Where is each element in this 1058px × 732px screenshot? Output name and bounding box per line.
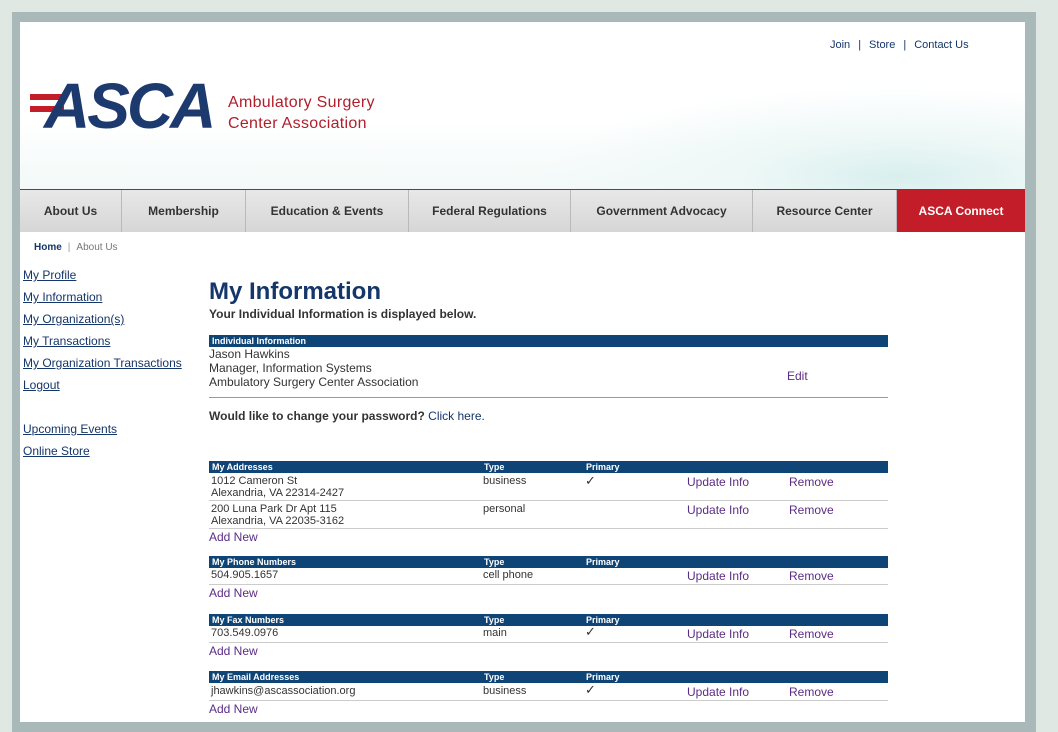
page-title: My Information [209, 278, 381, 305]
address-line1: 200 Luna Park Dr Apt 115 [211, 503, 337, 515]
sidebar-gap [23, 399, 182, 421]
store-link[interactable]: Store [869, 39, 896, 51]
update-info-link[interactable]: Update Info [687, 569, 750, 583]
page [20, 22, 1025, 722]
individual-info-title: Individual Information [212, 336, 306, 346]
member-name: Jason Hawkins [209, 347, 290, 361]
address-type: personal [483, 503, 526, 515]
emails-header [209, 671, 888, 683]
org-name-line1: Ambulatory Surgery [228, 94, 375, 111]
divider [209, 397, 888, 398]
site-header [20, 22, 1025, 191]
table-row [209, 626, 888, 643]
address-line1: 1012 Cameron St [211, 475, 298, 487]
logo-wordmark: ASCA [44, 76, 214, 132]
separator: | [858, 39, 862, 51]
add-new-address-link[interactable]: Add New [209, 530, 258, 544]
column-primary: Primary [586, 615, 620, 625]
sidebar-item-upcoming-events[interactable]: Upcoming Events [23, 422, 118, 436]
sidebar-item-my-organizations[interactable]: My Organization(s) [23, 312, 125, 326]
addresses-section [209, 461, 888, 544]
fax-type: main [483, 627, 507, 639]
nav-resource-center[interactable]: Resource Center [753, 190, 897, 232]
breadcrumb-home[interactable]: Home [34, 242, 62, 253]
change-password-link[interactable]: Click here. [428, 409, 485, 423]
main-content [209, 278, 889, 716]
addresses-header [209, 461, 888, 473]
phone-type: cell phone [483, 569, 534, 581]
sidebar-item-my-profile[interactable]: My Profile [23, 268, 77, 282]
main-nav [20, 190, 1025, 232]
emails-section [209, 671, 888, 716]
address-text [211, 475, 344, 499]
password-prompt-text: Would like to change your password? [209, 409, 425, 423]
sidebar-item-my-organization-transactions[interactable]: My Organization Transactions [23, 356, 182, 370]
sidebar-item-logout[interactable]: Logout [23, 378, 60, 392]
column-type: Type [484, 462, 505, 472]
update-info-link[interactable]: Update Info [687, 503, 750, 517]
faxes-section [209, 614, 888, 658]
remove-link[interactable]: Remove [789, 627, 834, 641]
addresses-title: My Addresses [212, 462, 273, 472]
join-link[interactable]: Join [830, 39, 851, 51]
column-primary: Primary [586, 557, 620, 567]
column-primary: Primary [586, 462, 620, 472]
address-line2: Alexandria, VA 22314-2427 [211, 487, 345, 499]
table-row [209, 568, 888, 585]
password-prompt [209, 409, 485, 423]
sidebar [23, 267, 182, 465]
primary-check-icon: ✓ [585, 473, 596, 488]
breadcrumb [34, 242, 118, 253]
sidebar-item-my-transactions[interactable]: My Transactions [23, 334, 111, 348]
phone-number: 504.905.1657 [211, 569, 279, 581]
update-info-link[interactable]: Update Info [687, 475, 750, 489]
nav-membership[interactable]: Membership [122, 190, 246, 232]
breadcrumb-separator: | [67, 242, 71, 253]
update-info-link[interactable]: Update Info [687, 627, 750, 641]
sidebar-item-online-store[interactable]: Online Store [23, 444, 90, 458]
remove-link[interactable]: Remove [789, 685, 834, 699]
org-name-line2: Center Association [228, 115, 367, 132]
nav-asca-connect[interactable]: ASCA Connect [897, 190, 1025, 232]
add-new-email-link[interactable]: Add New [209, 702, 258, 716]
asca-logo[interactable] [30, 76, 230, 137]
fax-number: 703.549.0976 [211, 627, 279, 639]
individual-info-header [209, 335, 888, 347]
address-line2: Alexandria, VA 22035-3162 [211, 515, 345, 527]
nav-government-advocacy[interactable]: Government Advocacy [571, 190, 753, 232]
remove-link[interactable]: Remove [789, 569, 834, 583]
individual-info [209, 335, 888, 389]
faxes-header [209, 614, 888, 626]
column-type: Type [484, 615, 505, 625]
sidebar-item-my-information[interactable]: My Information [23, 290, 103, 304]
separator: | [903, 39, 907, 51]
phones-title: My Phone Numbers [212, 557, 297, 567]
column-primary: Primary [586, 672, 620, 682]
table-row [209, 473, 888, 501]
member-position: Manager, Information Systems [209, 361, 372, 375]
table-row [209, 501, 888, 529]
org-name [228, 92, 375, 134]
email-address: jhawkins@ascassociation.org [211, 685, 356, 697]
remove-link[interactable]: Remove [789, 475, 834, 489]
emails-title: My Email Addresses [212, 672, 300, 682]
add-new-fax-link[interactable]: Add New [209, 644, 258, 658]
breadcrumb-current: About Us [76, 242, 118, 253]
update-info-link[interactable]: Update Info [687, 685, 750, 699]
top-links [830, 39, 969, 51]
add-new-phone-link[interactable]: Add New [209, 586, 258, 600]
address-type: business [483, 475, 527, 487]
column-type: Type [484, 672, 505, 682]
nav-education-events[interactable]: Education & Events [246, 190, 409, 232]
page-subtitle: Your Individual Information is displayed below. [209, 307, 477, 321]
primary-check-icon: ✓ [585, 624, 596, 639]
member-organization: Ambulatory Surgery Center Association [209, 375, 419, 389]
nav-about-us[interactable]: About Us [20, 190, 122, 232]
faxes-title: My Fax Numbers [212, 615, 285, 625]
edit-link[interactable]: Edit [787, 369, 808, 383]
table-row [209, 683, 888, 701]
address-text [211, 503, 344, 527]
email-type: business [483, 685, 527, 697]
nav-federal-regulations[interactable]: Federal Regulations [409, 190, 571, 232]
phones-header [209, 556, 888, 568]
contact-link[interactable]: Contact Us [914, 39, 969, 51]
column-type: Type [484, 557, 505, 567]
primary-check-icon: ✓ [585, 682, 596, 697]
phones-section [209, 556, 888, 600]
remove-link[interactable]: Remove [789, 503, 834, 517]
